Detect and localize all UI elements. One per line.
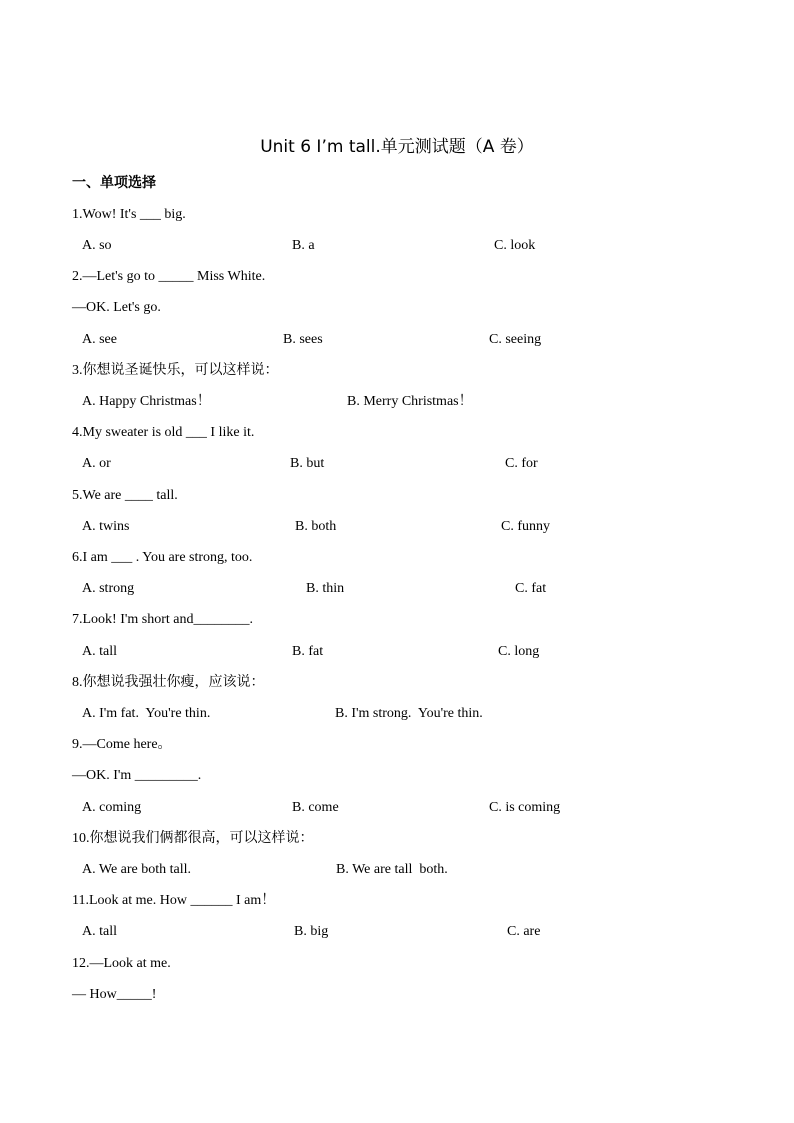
question-10-option-b: B. We are tall both.	[336, 862, 448, 877]
question-1-option-b: B. a	[292, 238, 315, 253]
question-6-option-c: C. fat	[515, 581, 547, 596]
question-3-option-a: A. Happy Christmas！	[82, 394, 211, 409]
question-2-reply: —OK. Let's go.	[72, 300, 161, 315]
question-10-option-a: A. We are both tall.	[82, 862, 192, 877]
question-4-option-a: A. or	[82, 456, 111, 471]
question-4-option-b: B. but	[290, 456, 325, 471]
question-2-stem: 2.—Let's go to _____ Miss White.	[72, 269, 266, 284]
question-3-option-b: B. Merry Christmas！	[347, 394, 473, 409]
question-9-reply: —OK. I'm _________.	[72, 768, 202, 783]
question-3-stem: 3.你想说圣诞快乐，可以这样说：	[72, 363, 279, 378]
question-7-option-b: B. fat	[292, 644, 324, 659]
question-8-option-a: A. I'm fat. You're thin.	[82, 706, 211, 721]
question-1-option-c: C. look	[494, 238, 536, 253]
question-4-option-c: C. for	[505, 456, 538, 471]
question-9-stem: 9.—Come here。	[72, 737, 172, 752]
question-1-option-a: A. so	[82, 238, 112, 253]
question-7-option-c: C. long	[498, 644, 540, 659]
question-9-option-a: A. coming	[82, 800, 142, 815]
question-6-option-b: B. thin	[306, 581, 345, 596]
question-4-stem: 4.My sweater is old ___ I like it.	[72, 425, 255, 440]
question-12-stem: 12.—Look at me.	[72, 956, 171, 971]
question-12-reply: — How_____!	[72, 987, 157, 1002]
question-2-option-b: B. sees	[283, 332, 323, 347]
question-7-stem: 7.Look! I'm short and________.	[72, 612, 254, 627]
section-heading: 一、单项选择	[72, 175, 156, 191]
question-5-option-c: C. funny	[501, 519, 550, 534]
question-7-option-a: A. tall	[82, 644, 117, 659]
question-11-option-b: B. big	[294, 924, 329, 939]
question-5-option-a: A. twins	[82, 519, 130, 534]
question-5-stem: 5.We are ____ tall.	[72, 488, 178, 503]
question-5-option-b: B. both	[295, 519, 337, 534]
question-6-option-a: A. strong	[82, 581, 135, 596]
question-11-option-a: A. tall	[82, 924, 117, 939]
question-1-stem: 1.Wow! It's ___ big.	[72, 207, 186, 222]
question-8-option-b: B. I'm strong. You're thin.	[335, 706, 483, 721]
question-6-stem: 6.I am ___ . You are strong, too.	[72, 550, 253, 565]
question-9-option-b: B. come	[292, 800, 339, 815]
question-8-stem: 8.你想说我强壮你瘦，应该说：	[72, 675, 265, 690]
question-9-option-c: C. is coming	[489, 800, 561, 815]
question-11-option-c: C. are	[507, 924, 541, 939]
question-10-stem: 10.你想说我们俩都很高，可以这样说：	[72, 831, 314, 846]
question-2-option-a: A. see	[82, 332, 117, 347]
question-2-option-c: C. seeing	[489, 332, 542, 347]
page-title: Unit 6 I’m tall.单元测试题（A 卷）	[260, 137, 534, 157]
question-11-stem: 11.Look at me. How ______ I am！	[72, 893, 276, 908]
